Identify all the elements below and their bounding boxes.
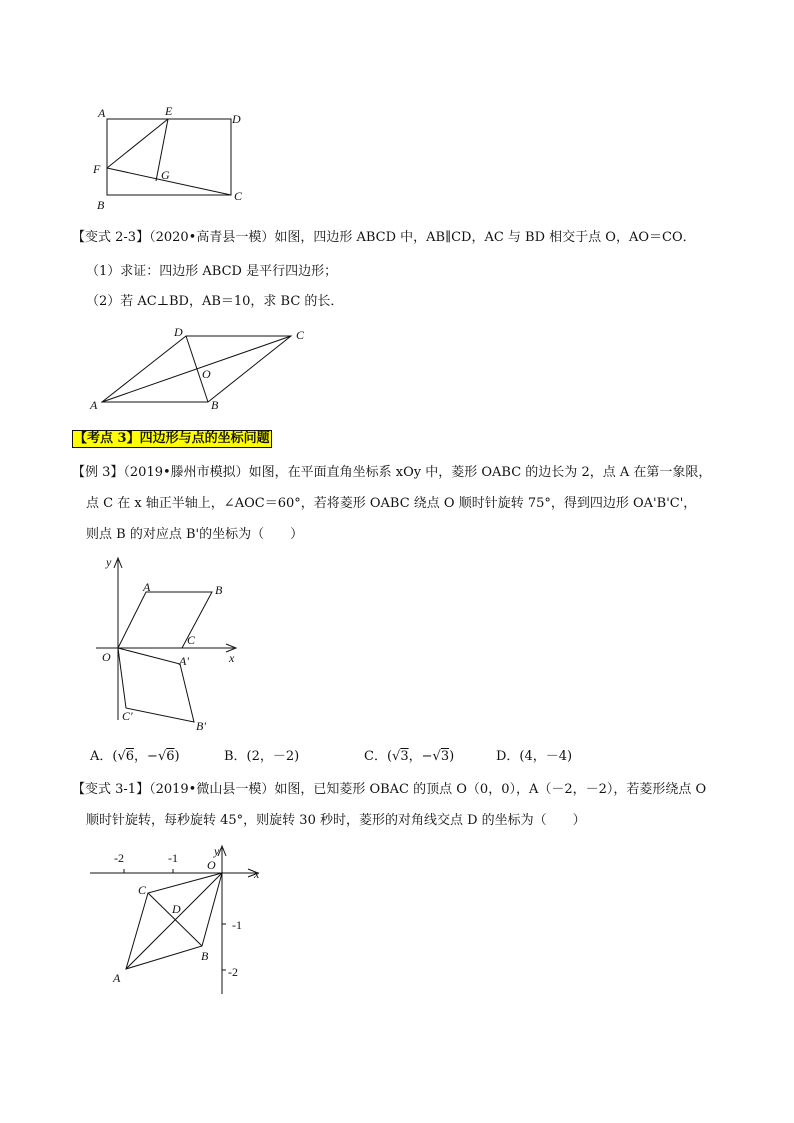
label-O: O — [202, 367, 211, 381]
label-D: D — [172, 902, 181, 916]
option-B[interactable]: B．(2，－2) — [224, 749, 300, 764]
label-C: C — [138, 883, 147, 897]
example-3-line-1: 【例 3】（2019•滕州市模拟）如图，在平面直角坐标系 xOy 中，菱形 OABC 的边长为 2，点 A 在第一象限， — [72, 465, 712, 480]
label-D: D — [174, 325, 183, 339]
label-A: A — [113, 971, 121, 985]
tick-x-minus-2: -2 — [114, 851, 124, 865]
tick-y-minus-2: -2 — [228, 965, 238, 979]
option-A[interactable]: A．(√6，−√6) — [90, 749, 180, 764]
label-A: A — [98, 106, 106, 120]
label-y-axis: y — [106, 555, 112, 569]
variant-2-3-stem: 【变式 2-3】（2020•高青县一模）如图，四边形 ABCD 中，AB∥CD，AC 与 BD 相交于点 O，AO＝CO． — [72, 230, 696, 245]
label-B: B — [211, 398, 219, 412]
label-y-axis: y — [214, 844, 220, 858]
question-1: （1）求证：四边形 ABCD 是平行四边形； — [86, 264, 338, 279]
label-A: A — [143, 580, 151, 594]
variant-3-1-line-2: 顺时针旋转，每秒旋转 45°，则旋转 30 秒时，菱形的对角线交点 D 的坐标为（ ） — [86, 813, 586, 828]
label-C-prime: C' — [122, 709, 133, 723]
label-x-axis: x — [229, 651, 235, 665]
label-B-prime: B' — [196, 719, 206, 733]
tick-y-minus-1: -1 — [232, 918, 242, 932]
option-D[interactable]: D．(4，－4) — [496, 749, 573, 764]
sqrt-symbol: √ — [392, 749, 401, 764]
example-3-line-3: 则点 B 的对应点 B'的坐标为（ ） — [86, 527, 304, 542]
label-C: C — [296, 328, 305, 342]
label-C: C — [187, 633, 196, 647]
label-D: D — [232, 112, 241, 126]
label-B: B — [97, 198, 105, 212]
label-O: O — [207, 858, 216, 872]
label-F: F — [93, 162, 101, 176]
label-B: B — [215, 583, 223, 597]
label-C: C — [234, 189, 243, 203]
label-A-prime: A' — [179, 654, 189, 668]
label-G: G — [161, 168, 170, 182]
sqrt-symbol: √ — [432, 749, 441, 764]
label-x-axis: x — [254, 867, 260, 881]
label-E: E — [165, 104, 173, 118]
sqrt-symbol: √ — [117, 749, 126, 764]
tick-x-minus-1: -1 — [168, 851, 178, 865]
section-title-banner: 【考点 3】四边形与点的坐标问题 — [74, 431, 270, 446]
sqrt-symbol: √ — [157, 749, 167, 764]
label-A: A — [90, 398, 98, 412]
label-O: O — [102, 650, 111, 664]
label-B: B — [201, 949, 209, 963]
variant-3-1-line-1: 【变式 3-1】（2019•微山县一模）如图，已知菱形 OBAC 的顶点 O（0，0），A（－2，－2），若菱形绕点 O — [72, 782, 707, 797]
question-2: （2）若 AC⊥BD，AB＝10，求 BC 的长． — [86, 294, 344, 309]
option-C[interactable]: C．(√3，−√3) — [364, 749, 455, 764]
example-3-line-2: 点 C 在 x 轴正半轴上，∠AOC＝60°，若将菱形 OABC 绕点 O 顺时针旋转 75°，得到四边形 OA'B'C'， — [86, 496, 697, 511]
